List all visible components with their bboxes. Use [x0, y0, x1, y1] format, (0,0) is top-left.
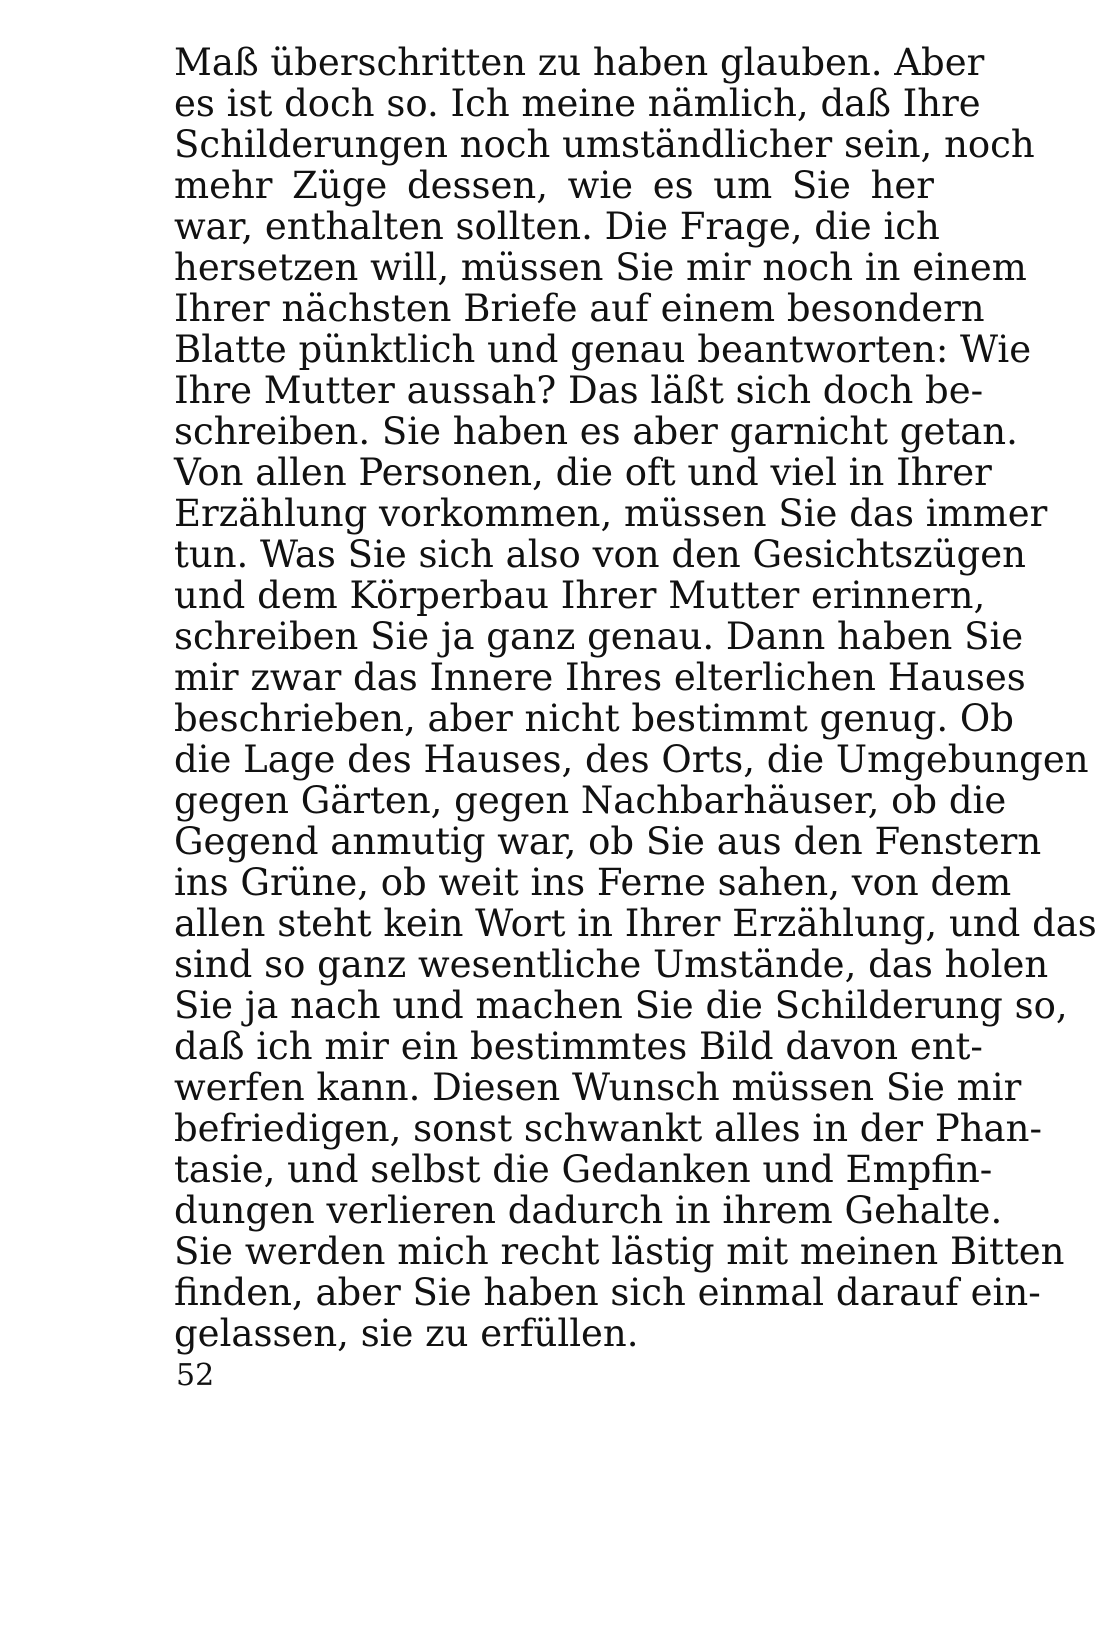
text-line: werfen kann. Diesen Wunsch müssen Sie mir: [174, 1066, 1022, 1109]
text-line: mir zwar das Innere Ihres elterlichen Hauses: [174, 656, 1026, 699]
text-line: mehr Züge dessen, wie es um Sie her: [174, 164, 934, 207]
text-line: Gegend anmutig war, ob Sie aus den Fenstern: [174, 820, 1042, 863]
text-line: hersetzen will, müssen Sie mir noch in einem: [174, 246, 1027, 289]
text-line: befriedigen, sonst schwankt alles in der Phan-: [174, 1107, 1042, 1150]
body-text: [174, 41, 1097, 1355]
text-line: es ist doch so. Ich meine nämlich, daß Ihre: [174, 82, 981, 125]
text-line: Sie ja nach und machen Sie die Schilderung so,: [174, 984, 1068, 1027]
text-line: finden, aber Sie haben sich einmal darauf ein-: [174, 1271, 1041, 1314]
text-line: tasie, und selbst die Gedanken und Empfin-: [174, 1148, 993, 1191]
text-line: und dem Körperbau Ihrer Mutter erinnern,: [174, 574, 986, 617]
text-line: gelassen, sie zu erfüllen.: [174, 1312, 639, 1355]
text-line: schreiben Sie ja ganz genau. Dann haben Sie: [174, 615, 1024, 658]
text-line: die Lage des Hauses, des Orts, die Umgebungen: [174, 738, 1089, 781]
text-line: schreiben. Sie haben es aber garnicht getan.: [174, 410, 1018, 453]
page-number: 52: [176, 1358, 215, 1393]
text-line: ins Grüne, ob weit ins Ferne sahen, von dem: [174, 861, 1012, 904]
text-line: Maß überschritten zu haben glauben. Aber: [174, 41, 985, 84]
text-line: dungen verlieren dadurch in ihrem Gehalte.: [174, 1189, 1003, 1232]
text-line: sind so ganz wesentliche Umstände, das holen: [174, 943, 1049, 986]
text-line: tun. Was Sie sich also von den Gesichtszügen: [174, 533, 1026, 576]
text-line: beschrieben, aber nicht bestimmt genug. Ob: [174, 697, 1014, 740]
text-line: Erzählung vorkommen, müssen Sie das immer: [174, 492, 1048, 535]
text-line: Sie werden mich recht lästig mit meinen Bitten: [174, 1230, 1065, 1273]
text-line: daß ich mir ein bestimmtes Bild davon ent-: [174, 1025, 983, 1068]
text-line: Blatte pünktlich und genau beantworten: Wie: [174, 328, 1032, 371]
text-line: gegen Gärten, gegen Nachbarhäuser, ob die: [174, 779, 1007, 822]
text-line: Schilderungen noch umständlicher sein, noch: [174, 123, 1035, 166]
text-line: war, enthalten sollten. Die Frage, die ich: [174, 205, 940, 248]
text-line: Ihrer nächsten Briefe auf einem besondern: [174, 287, 985, 330]
text-line: Von allen Personen, die oft und viel in Ihrer: [174, 451, 992, 494]
text-line: allen steht kein Wort in Ihrer Erzählung, und das: [174, 902, 1097, 945]
text-line: Ihre Mutter aussah? Das läßt sich doch be-: [174, 369, 984, 412]
